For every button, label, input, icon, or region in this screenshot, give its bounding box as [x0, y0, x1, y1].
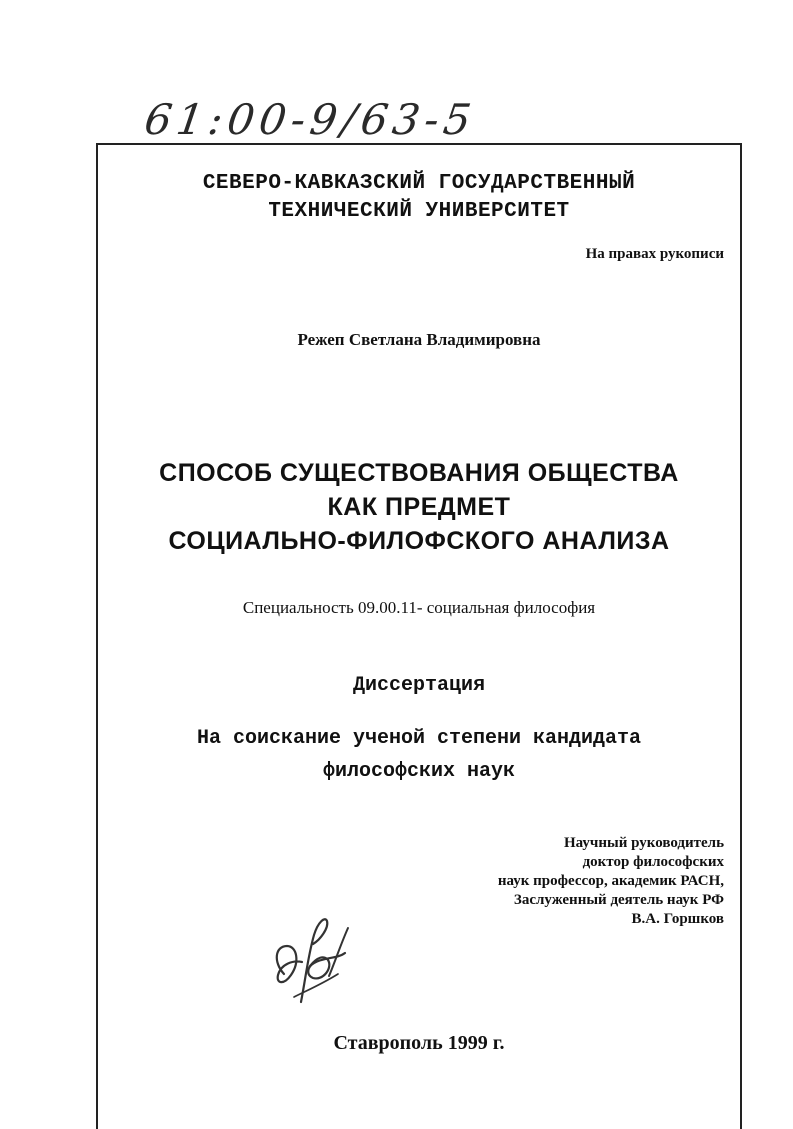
author-name: Режеп Светлана Владимировна [297, 330, 541, 349]
signature-icon [266, 904, 362, 1014]
university-name-line-2: ТЕХНИЧЕСКИЙ УНИВЕРСИТЕТ [268, 200, 570, 223]
thesis-title-line-2: КАК ПРЕДМЕТ [327, 493, 511, 521]
advisor-line-4: Заслуженный деятель наук РФ [513, 892, 724, 908]
speciality-line: Специальность 09.00.11- социальная философия [242, 598, 596, 617]
university-name-line-1: СЕВЕРО-КАВКАЗСКИЙ ГОСУДАРСТВЕННЫЙ [202, 172, 636, 195]
manuscript-note: На правах рукописи [585, 246, 724, 262]
advisor-line-1: Научный руководитель [564, 835, 724, 851]
advisor-line-5: В.А. Горшков [631, 911, 724, 927]
advisor-line-2: доктор философских [582, 854, 724, 870]
page-frame [96, 143, 742, 1129]
handwritten-code: 61:00-9/63-5 [141, 95, 479, 144]
thesis-type: Диссертация [352, 674, 486, 697]
city-year: Ставрополь 1999 г. [333, 1032, 505, 1054]
advisor-line-3: наук профессор, академик РАСН, [497, 873, 724, 889]
degree-line-2: философских наук [322, 760, 516, 783]
degree-line-1: На соискание ученой степени кандидата [196, 727, 642, 750]
thesis-title-line-1: СПОСОБ СУЩЕСТВОВАНИЯ ОБЩЕСТВА [159, 459, 679, 487]
thesis-title-line-3: СОЦИАЛЬНО-ФИЛОФСКОГО АНАЛИЗА [168, 527, 670, 555]
